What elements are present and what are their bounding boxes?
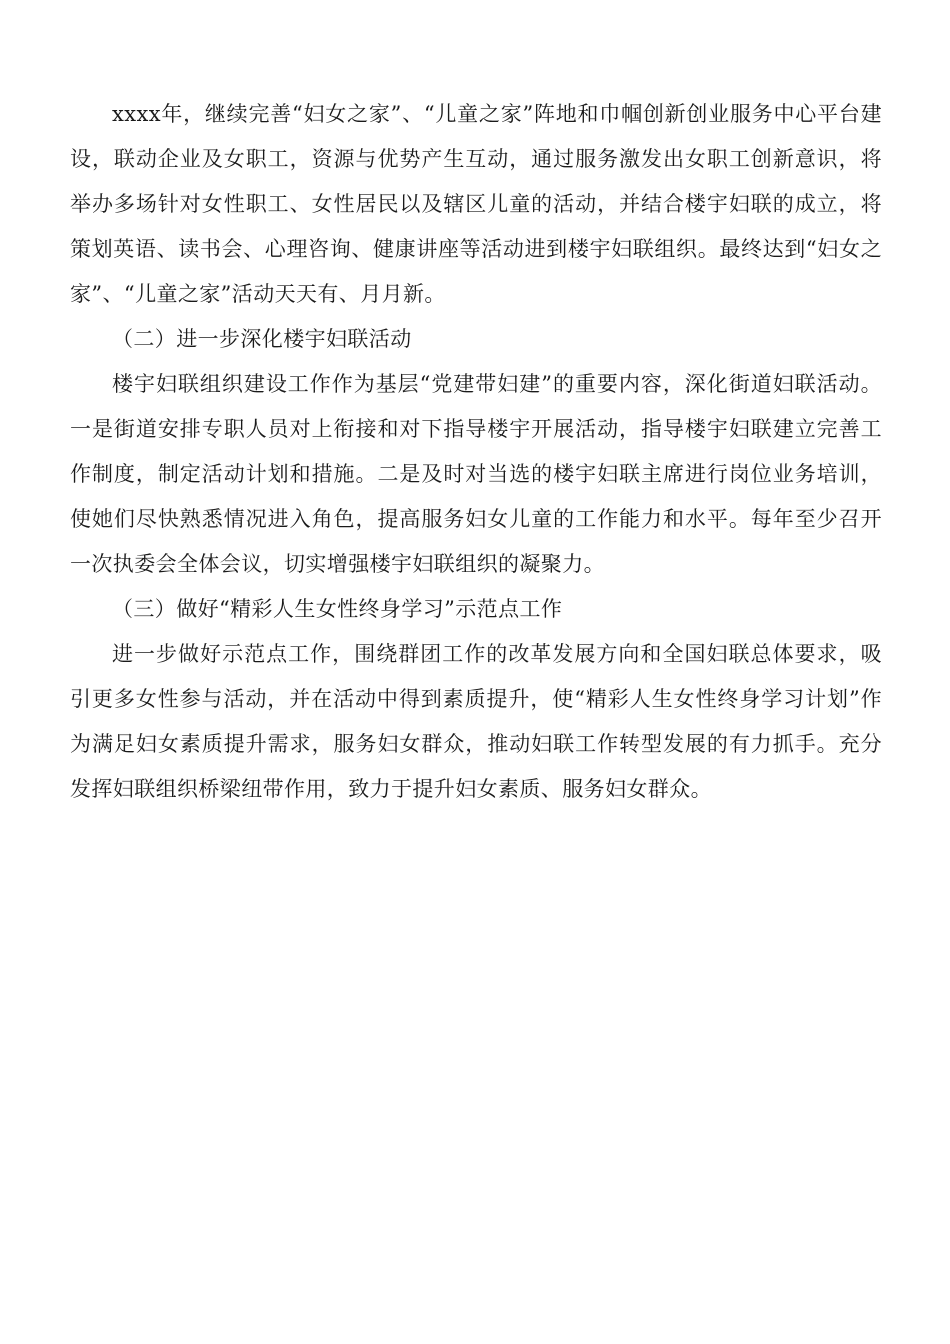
section-heading-2: （二）进一步深化楼宇妇联活动 [112, 327, 412, 351]
section-heading-3: （三）做好“精彩人生女性终身学习”示范点工作 [112, 597, 563, 621]
document-body [70, 92, 882, 812]
paragraph-section-3: 进一步做好示范点工作，围绕群团工作的改革发展方向和全国妇联总体要求，吸引更多女性参与活动，并在活动中得到素质提升，使“精彩人生女性终身学习计划”作为满足妇女素质提升需求，服务妇女群众，推动妇联工作转型发展的有力抓手。充分发挥妇联组织桥梁纽带作用，致力于提升妇女素质、服务妇女群众。 [70, 642, 882, 801]
paragraph-intro: xxxx年，继续完善“妇女之家”、“儿童之家”阵地和巾帼创新创业服务中心平台建设，联动企业及女职工，资源与优势产生互动，通过服务激发出女职工创新意识，将举办多场针对女性职工、女性居民以及辖区儿童的活动，并结合楼宇妇联的成立，将策划英语、读书会、心理咨询、健康讲座等活动进到楼宇妇联组织。最终达到“妇女之家”、“儿童之家”活动天天有、月月新。 [70, 102, 882, 306]
paragraph-section-2: 楼宇妇联组织建设工作作为基层“党建带妇建”的重要内容，深化街道妇联活动。一是街道安排专职人员对上衔接和对下指导楼宇开展活动，指导楼宇妇联建立完善工作制度，制定活动计划和措施。二是及时对当选的楼宇妇联主席进行岗位业务培训，使她们尽快熟悉情况进入角色，提高服务妇女儿童的工作能力和水平。每年至少召开一次执委会全体会议，切实增强楼宇妇联组织的凝聚力。 [70, 372, 882, 576]
